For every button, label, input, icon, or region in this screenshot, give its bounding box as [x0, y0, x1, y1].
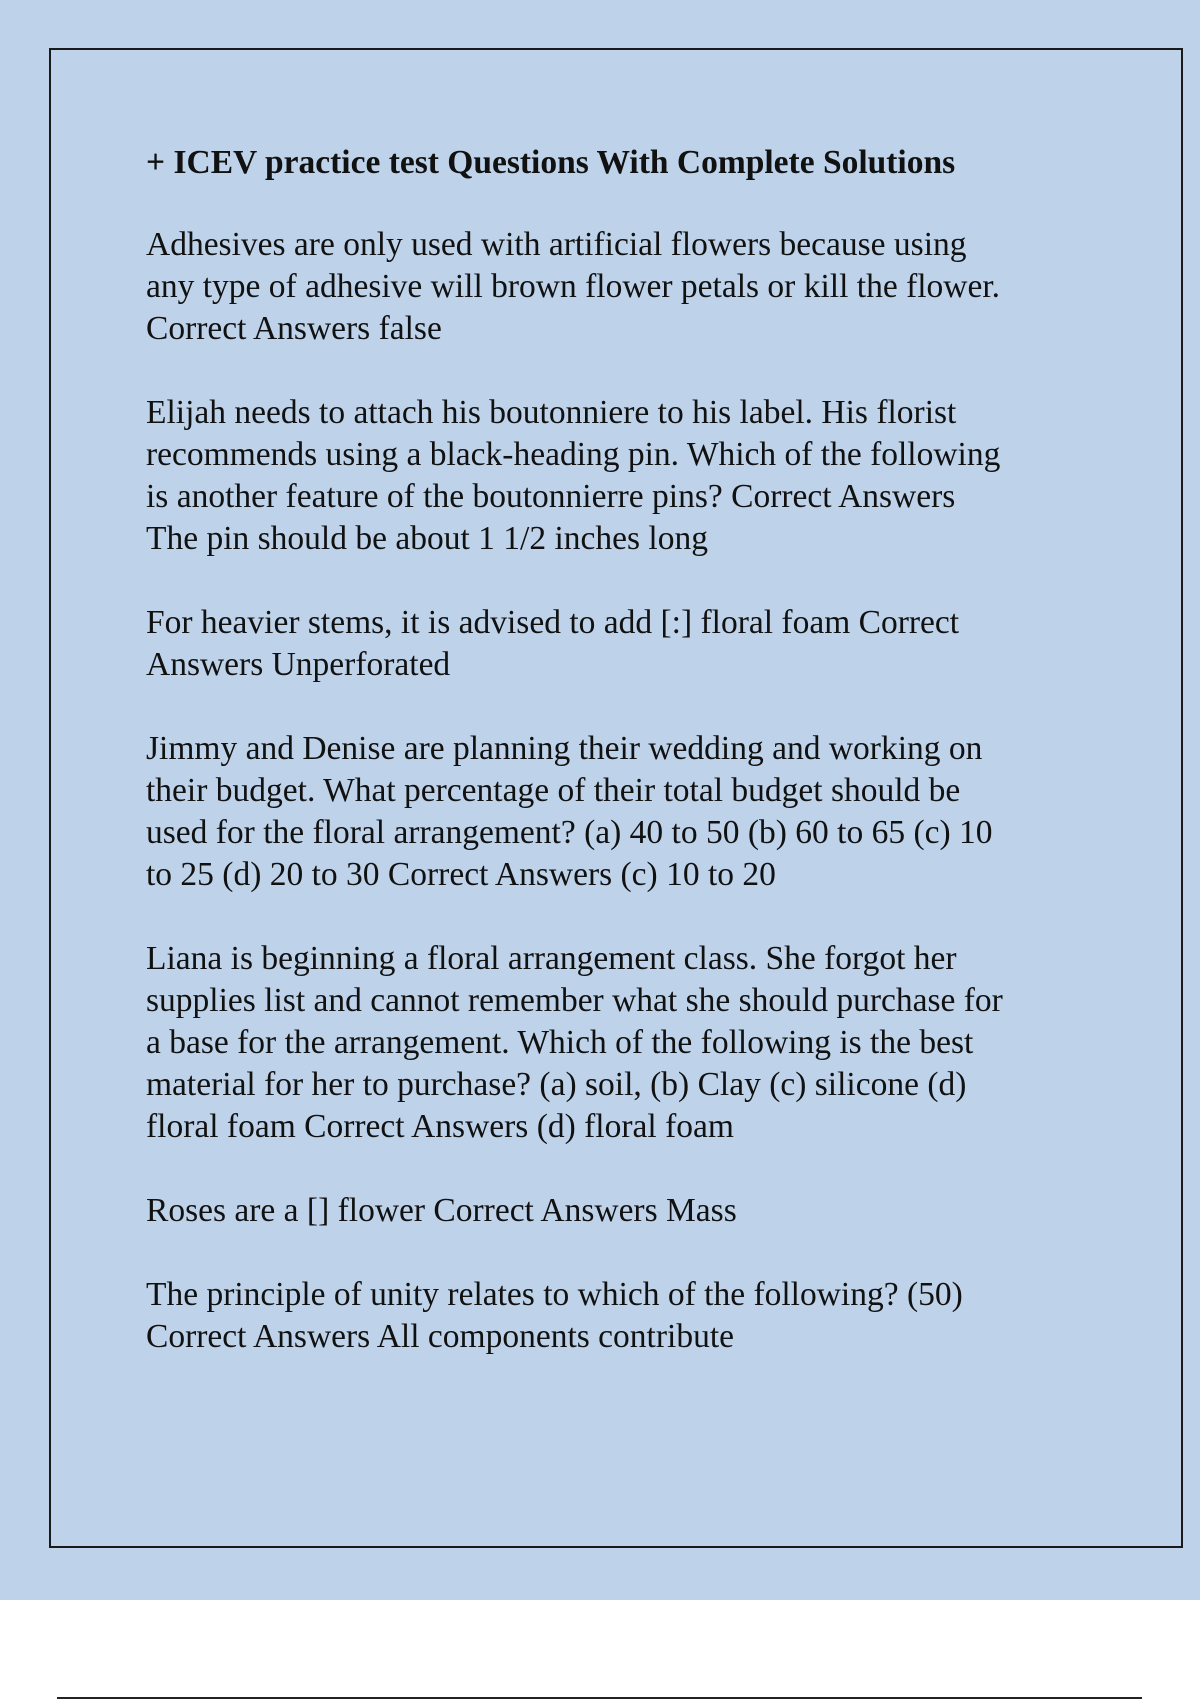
qa-item-4: Jimmy and Denise are planning their wedding and working on their budget. What percentage of their total budget should be used for the floral arrangement? (a) 40 to 50 (b) 60 to 65 (c) 10 to 25 (d) 20 to 30 Correct Answers (c) 10 to 20	[146, 730, 993, 893]
qa-item-5: Liana is beginning a floral arrangement class. She forgot her supplies list and cannot remember what she should purchase for a base for the arrangement. Which of the following is the best material for her to purchase? (a) soil, (b) Clay (c) silicone (d) floral foam Correct Answers (d) floral foam	[146, 940, 1003, 1145]
qa-item-7: The principle of unity relates to which of the following? (50) Correct Answers All components contribute	[146, 1276, 963, 1355]
document-title: + ICEV practice test Questions With Complete Solutions	[146, 144, 956, 181]
qa-item-3: For heavier stems, it is advised to add [:] floral foam Correct Answers Unperforated	[146, 604, 960, 683]
footer-rule	[57, 1697, 1142, 1699]
qa-item-6: Roses are a [] flower Correct Answers Mass	[146, 1192, 737, 1229]
document-body	[146, 142, 1086, 1400]
qa-item-1: Adhesives are only used with artificial flowers because using any type of adhesive will brown flower petals or kill the flower. Correct Answers false	[146, 226, 1001, 347]
qa-item-2: Elijah needs to attach his boutonniere to his label. His florist recommends using a black-heading pin. Which of the following is another feature of the boutonnierre pins? Correct Answers The pin should be about 1 1/2 inches long	[146, 394, 1001, 557]
